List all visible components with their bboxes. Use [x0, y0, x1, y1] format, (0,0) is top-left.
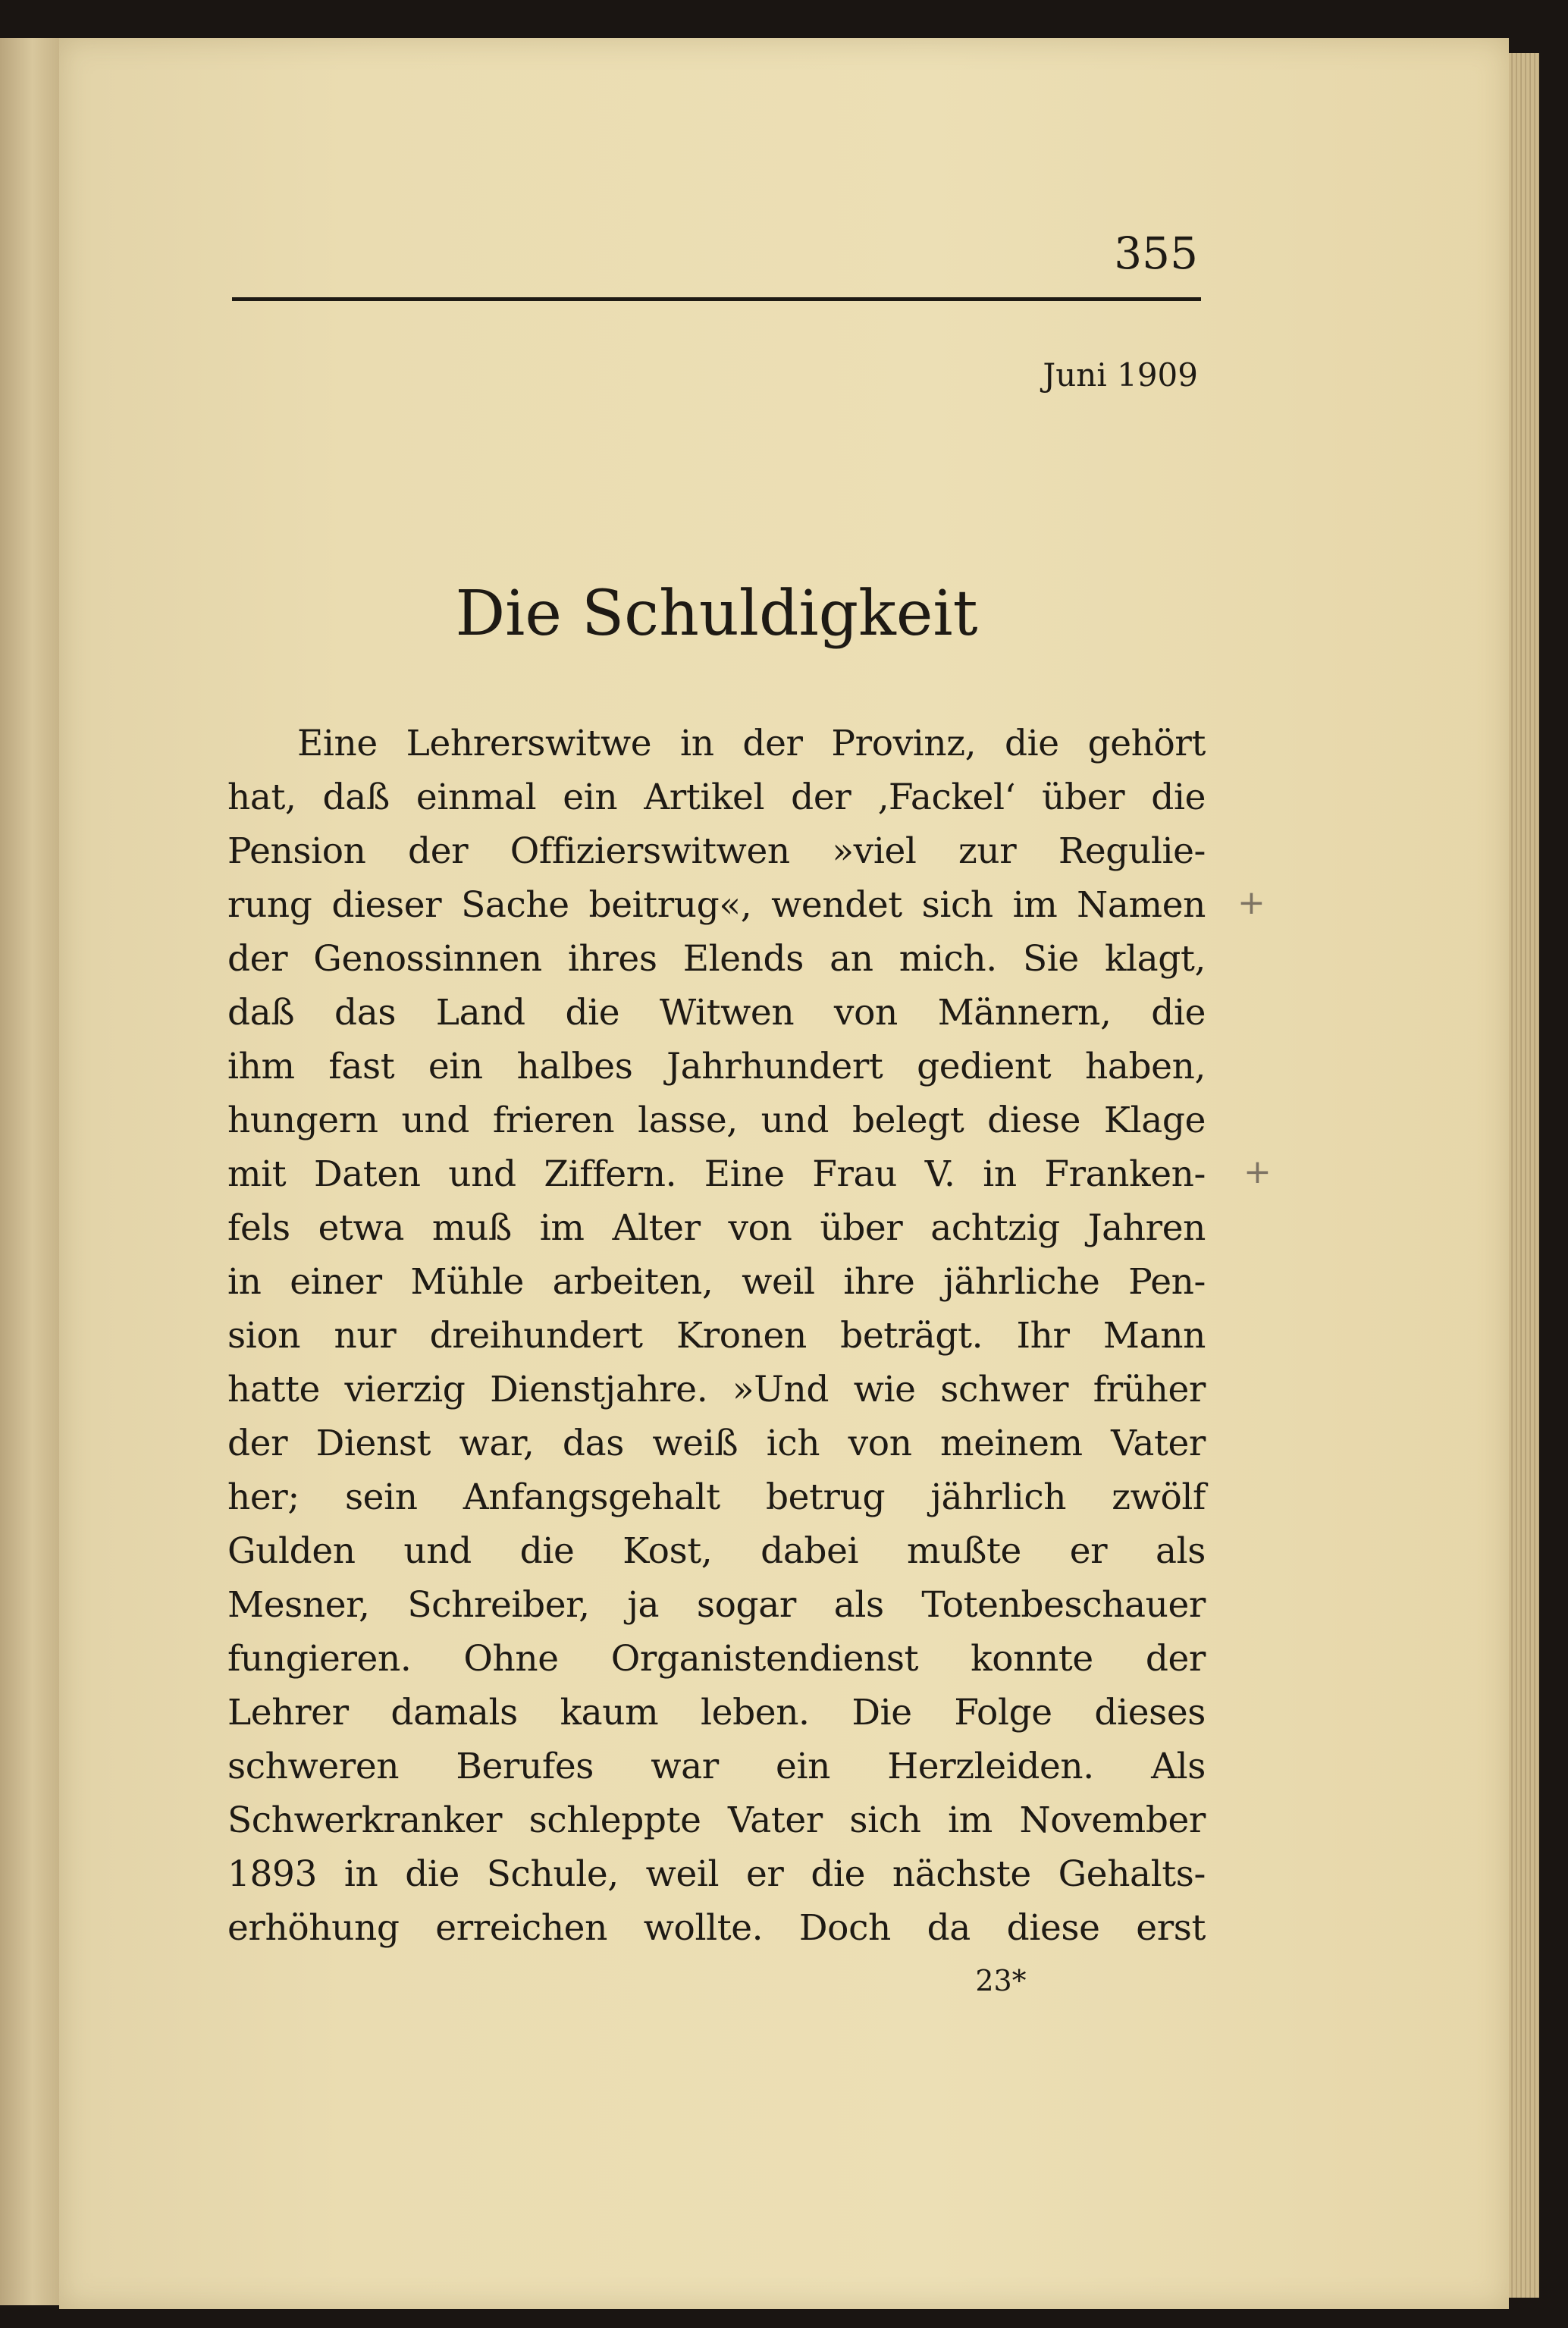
text-line: ihm fast ein halbes Jahrhundert gedient haben, [227, 1046, 1206, 1087]
article-title: Die Schuldigkeit [455, 578, 978, 650]
text-line: der Dienst war, das weiß ich von meinem Vater [227, 1423, 1206, 1464]
text-line: Mesner, Schreiber, ja sogar als Totenbeschauer [227, 1584, 1206, 1626]
text-line: Lehrer damals kaum leben. Die Folge dieses [227, 1692, 1206, 1733]
text-line: rung dieser Sache beitrug«, wendet sich im Namen [227, 884, 1206, 926]
text-line: hungern und frieren lasse, und belegt diese Klage [227, 1100, 1206, 1141]
text-line: mit Daten und Ziffern. Eine Frau V. in Franken- [227, 1153, 1206, 1195]
text-line: fels etwa muß im Alter von über achtzig Jahren [227, 1207, 1206, 1249]
text-line: sion nur dreihundert Kronen beträgt. Ihr Mann [227, 1315, 1206, 1357]
text-line: 1893 in die Schule, weil er die nächste Gehalts- [227, 1853, 1206, 1895]
text-line: fungieren. Ohne Organistendienst konnte der [227, 1638, 1206, 1680]
text-line: daß das Land die Witwen von Männern, die [227, 992, 1206, 1034]
text-line: Pension der Offizierswitwen »viel zur Regulie- [227, 830, 1206, 872]
margin-pencil-mark: + [1237, 883, 1265, 922]
page-stack-edge [1509, 53, 1539, 2298]
text-line: Schwerkranker schleppte Vater sich im November [227, 1799, 1206, 1841]
text-line: her; sein Anfangsgehalt betrug jährlich zwölf [227, 1476, 1206, 1518]
margin-pencil-mark: + [1243, 1153, 1272, 1191]
text-line: Gulden und die Kost, dabei mußte er als [227, 1530, 1206, 1572]
body-text [227, 717, 1206, 1955]
page-number: 355 [1114, 227, 1198, 279]
text-line: erhöhung erreichen wollte. Doch da diese erst [227, 1907, 1206, 1949]
text-line: der Genossinnen ihres Elends an mich. Sie klagt, [227, 938, 1206, 980]
date-line: Juni 1909 [1043, 356, 1198, 394]
text-line: hatte vierzig Dienstjahre. »Und wie schwer früher [227, 1369, 1206, 1410]
header-rule [232, 297, 1201, 301]
left-page-edge [0, 38, 61, 2305]
signature-mark: 23* [975, 1964, 1027, 1997]
text-line: hat, daß einmal ein Artikel der ‚Fackel‘ über die [227, 777, 1206, 818]
text-line: Eine Lehrerswitwe in der Provinz, die gehört [297, 723, 1206, 764]
text-line: schweren Berufes war ein Herzleiden. Als [227, 1746, 1206, 1787]
text-line: in einer Mühle arbeiten, weil ihre jährliche Pen- [227, 1261, 1206, 1303]
